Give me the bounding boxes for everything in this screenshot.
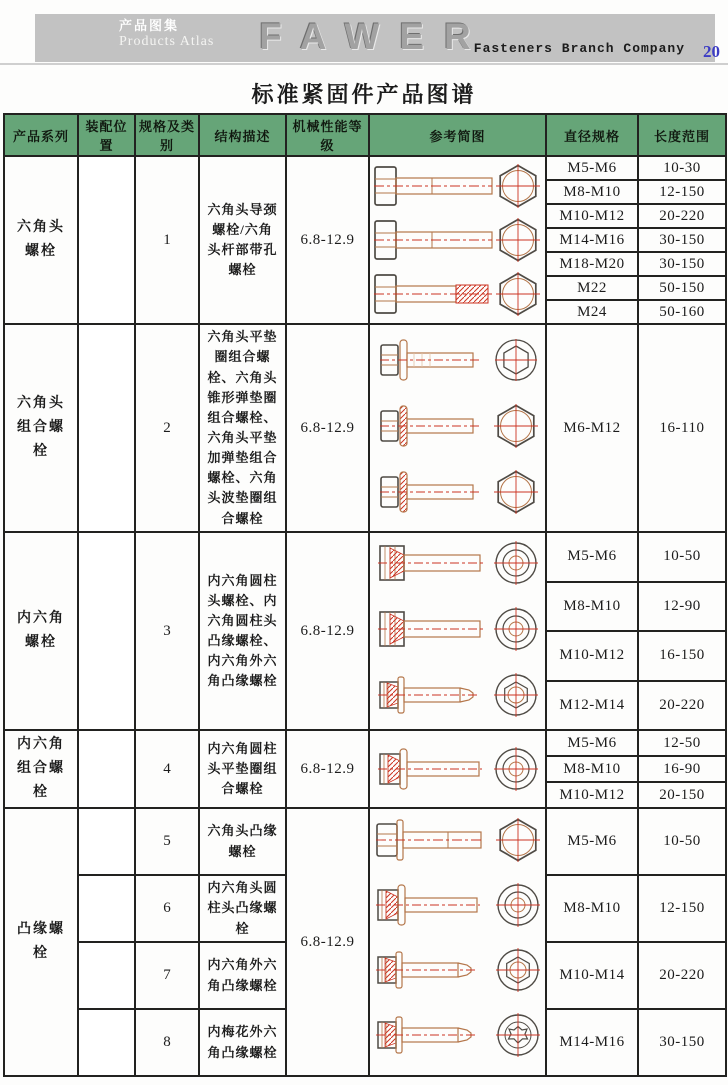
diameter-cell: M5-M6 bbox=[546, 730, 638, 756]
diagram-cell bbox=[369, 730, 546, 808]
table-row bbox=[4, 156, 726, 180]
assembly-position-cell bbox=[78, 730, 135, 808]
diameter-cell: M8-M10 bbox=[546, 756, 638, 782]
length-cell: 16-150 bbox=[638, 631, 726, 681]
length-cell: 20-220 bbox=[638, 204, 726, 228]
table-row bbox=[4, 532, 726, 582]
col-header-desc: 结构描述 bbox=[199, 114, 286, 156]
diagram-cell bbox=[369, 808, 546, 1076]
brand-logo: FAWER bbox=[259, 16, 491, 57]
header-banner bbox=[35, 14, 715, 62]
grade-cell: 6.8-12.9 bbox=[286, 156, 369, 324]
assembly-position-cell bbox=[78, 1009, 135, 1076]
grade-cell: 6.8-12.9 bbox=[286, 532, 369, 730]
diagram-cell bbox=[369, 324, 546, 532]
col-header-spec: 规格及类别 bbox=[135, 114, 199, 156]
diameter-cell: M10-M14 bbox=[546, 942, 638, 1009]
header-divider bbox=[0, 63, 728, 65]
length-cell: 16-110 bbox=[638, 324, 726, 532]
assembly-position-cell bbox=[78, 156, 135, 324]
col-header-grade: 机械性能等级 bbox=[286, 114, 369, 156]
structure-desc-cell: 六角头导颈螺栓/六角头杆部带孔螺栓 bbox=[199, 156, 286, 324]
structure-desc-cell: 内梅花外六角凸缘螺栓 bbox=[199, 1009, 286, 1076]
diagram-cell bbox=[369, 532, 546, 730]
length-cell: 20-220 bbox=[638, 942, 726, 1009]
structure-desc-cell: 内六角圆柱头平垫圈组合螺栓 bbox=[199, 730, 286, 808]
structure-desc-cell: 内六角外六角凸缘螺栓 bbox=[199, 942, 286, 1009]
col-header-diagram: 参考简图 bbox=[369, 114, 546, 156]
series-cell-hex-bolt: 六角头螺栓 bbox=[4, 156, 78, 324]
assembly-position-cell bbox=[78, 875, 135, 942]
page-title: 标准紧固件产品图谱 bbox=[251, 82, 477, 107]
diameter-cell: M6-M12 bbox=[546, 324, 638, 532]
series-cell-hex-combo-bolt: 六角头组合螺栓 bbox=[4, 324, 78, 532]
diameter-cell: M22 bbox=[546, 276, 638, 300]
length-cell: 12-150 bbox=[638, 875, 726, 942]
series-cell-socket-combo-bolt: 内六角组合螺栓 bbox=[4, 730, 78, 808]
spec-cell: 8 bbox=[135, 1009, 199, 1076]
structure-desc-cell: 六角头平垫圈组合螺栓、六角头锥形弹垫圈组合螺栓、六角头平垫加弹垫组合螺栓、六角头波垫圈组合螺栓 bbox=[199, 324, 286, 532]
diameter-cell: M8-M10 bbox=[546, 875, 638, 942]
diameter-cell: M24 bbox=[546, 300, 638, 324]
length-cell: 30-150 bbox=[638, 252, 726, 276]
page-number: 20 bbox=[703, 42, 720, 61]
length-cell: 50-150 bbox=[638, 276, 726, 300]
socket-combo-bolt-drawing bbox=[372, 733, 544, 805]
diameter-cell: M18-M20 bbox=[546, 252, 638, 276]
assembly-position-cell bbox=[78, 808, 135, 875]
diagram-cell bbox=[369, 156, 546, 324]
diameter-cell: M14-M16 bbox=[546, 1009, 638, 1076]
table-row bbox=[4, 730, 726, 756]
banner-title-cn: 产品图集 bbox=[119, 18, 180, 33]
length-cell: 12-90 bbox=[638, 582, 726, 632]
header-row bbox=[4, 114, 726, 156]
diameter-cell: M8-M10 bbox=[546, 180, 638, 204]
diameter-cell: M5-M6 bbox=[546, 156, 638, 180]
diameter-cell: M10-M12 bbox=[546, 782, 638, 808]
length-cell: 10-30 bbox=[638, 156, 726, 180]
length-cell: 30-150 bbox=[638, 228, 726, 252]
series-cell-flange-bolt: 凸缘螺栓 bbox=[4, 808, 78, 1076]
table-row bbox=[4, 808, 726, 875]
length-cell: 20-150 bbox=[638, 782, 726, 808]
diameter-cell: M10-M12 bbox=[546, 204, 638, 228]
banner-title-en: Products Atlas bbox=[119, 33, 215, 49]
length-cell: 10-50 bbox=[638, 532, 726, 582]
diameter-cell: M10-M12 bbox=[546, 631, 638, 681]
length-cell: 50-160 bbox=[638, 300, 726, 324]
assembly-position-cell bbox=[78, 942, 135, 1009]
length-cell: 30-150 bbox=[638, 1009, 726, 1076]
spec-cell: 2 bbox=[135, 324, 199, 532]
hex-bolt-drawing bbox=[372, 159, 544, 321]
flange-bolt-drawing bbox=[372, 810, 544, 1074]
series-cell-socket-bolt: 内六角螺栓 bbox=[4, 532, 78, 730]
length-cell: 20-220 bbox=[638, 681, 726, 731]
spec-cell: 3 bbox=[135, 532, 199, 730]
structure-desc-cell: 内六角头圆柱头凸缘螺栓 bbox=[199, 875, 286, 942]
structure-desc-cell: 六角头凸缘螺栓 bbox=[199, 808, 286, 875]
length-cell: 12-50 bbox=[638, 730, 726, 756]
socket-bolt-drawing bbox=[372, 533, 544, 729]
col-header-position: 装配位置 bbox=[78, 114, 135, 156]
length-cell: 12-150 bbox=[638, 180, 726, 204]
hex-combo-bolt-drawing bbox=[372, 330, 544, 526]
grade-cell: 6.8-12.9 bbox=[286, 808, 369, 1076]
length-cell: 10-50 bbox=[638, 808, 726, 875]
spec-cell: 4 bbox=[135, 730, 199, 808]
catalog-table bbox=[3, 113, 727, 1077]
col-header-length: 长度范围 bbox=[638, 114, 726, 156]
grade-cell: 6.8-12.9 bbox=[286, 324, 369, 532]
company-name: Fasteners Branch Company bbox=[473, 41, 685, 56]
spec-cell: 5 bbox=[135, 808, 199, 875]
diameter-cell: M5-M6 bbox=[546, 808, 638, 875]
diameter-cell: M14-M16 bbox=[546, 228, 638, 252]
catalog-table-wrap bbox=[3, 113, 727, 1077]
col-header-diameter: 直径规格 bbox=[546, 114, 638, 156]
col-header-series: 产品系列 bbox=[4, 114, 78, 156]
diameter-cell: M8-M10 bbox=[546, 582, 638, 632]
diameter-cell: M5-M6 bbox=[546, 532, 638, 582]
spec-cell: 6 bbox=[135, 875, 199, 942]
structure-desc-cell: 内六角圆柱头螺栓、内六角圆柱头凸缘螺栓、内六角外六角凸缘螺栓 bbox=[199, 532, 286, 730]
assembly-position-cell bbox=[78, 532, 135, 730]
spec-cell: 1 bbox=[135, 156, 199, 324]
spec-cell: 7 bbox=[135, 942, 199, 1009]
diameter-cell: M12-M14 bbox=[546, 681, 638, 731]
assembly-position-cell bbox=[78, 324, 135, 532]
length-cell: 16-90 bbox=[638, 756, 726, 782]
table-row bbox=[4, 324, 726, 532]
grade-cell: 6.8-12.9 bbox=[286, 730, 369, 808]
